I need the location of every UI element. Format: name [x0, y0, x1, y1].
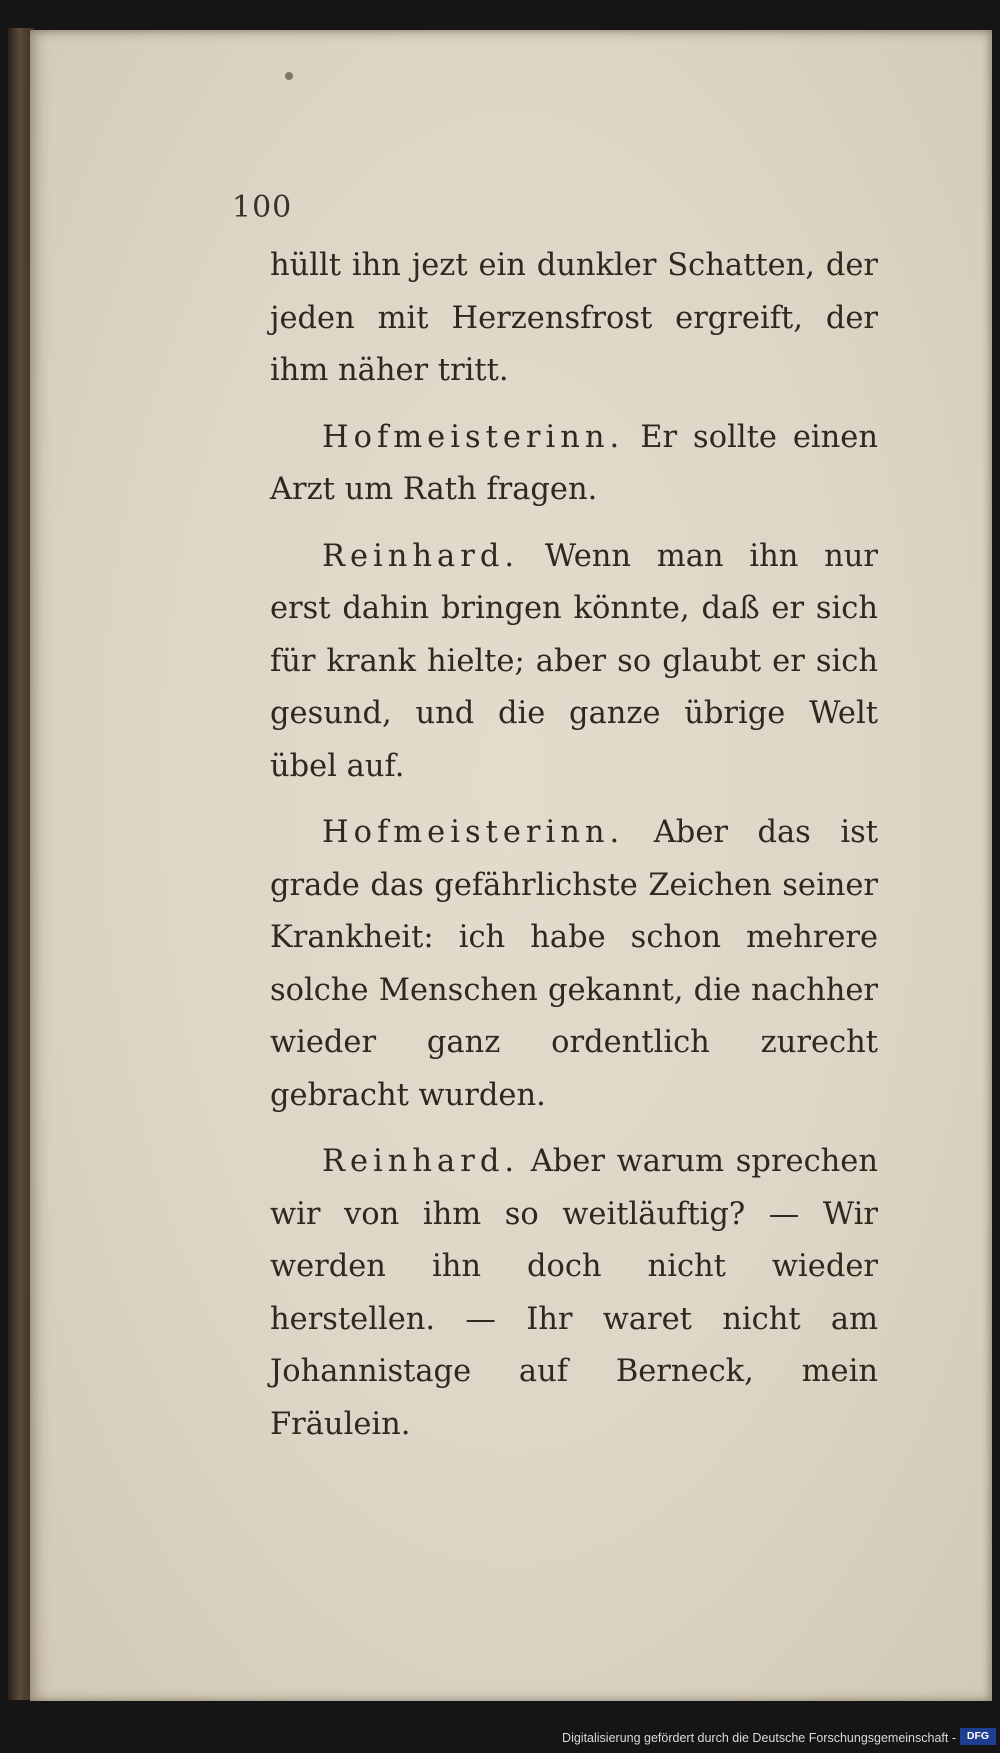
footer-bar	[0, 1701, 1000, 1753]
dfg-logo: DFG	[960, 1728, 996, 1745]
speaker-name: Reinhard.	[322, 1144, 520, 1179]
paragraph-text: Er sollte einen Arzt um Rath fragen.	[270, 419, 878, 507]
page-text	[270, 240, 878, 1465]
paragraph-text: Aber das ist grade das gefährlichste Zeichen seiner Krankheit: ich habe schon mehrere solche Menschen gekannt, die nachher wieder ganz ordentlich zurecht gebracht wurden.	[270, 815, 878, 1113]
paragraph-reinhard-1	[270, 531, 878, 794]
paragraph-text: hüllt ihn jezt ein dunkler Schatten, der jeden mit Herzensfrost ergreift, der ihm näher tritt.	[270, 248, 878, 388]
paragraph-text: Wenn man ihn nur erst dahin bringen könnte, daß er sich für krank hielte; aber so glaubt er sich gesund, und die ganze übrige Welt übel auf.	[270, 538, 878, 784]
paper-spot	[285, 72, 293, 80]
page-number: 100	[232, 190, 293, 225]
speaker-name: Hofmeisterinn.	[322, 419, 625, 455]
paragraph-hofmeisterinn-2	[270, 807, 878, 1122]
paragraph-text: Aber warum sprechen wir von ihm so weitläuftig? — Wir werden ihn doch nicht wieder herstellen. — Ihr waret nicht am Johannistage auf Berneck, mein Fräulein.	[270, 1144, 878, 1442]
speaker-name: Hofmeisterinn.	[322, 815, 625, 850]
paragraph-continuation	[270, 240, 878, 398]
paragraph-reinhard-2	[270, 1136, 878, 1451]
paragraph-hofmeisterinn-1	[270, 412, 878, 517]
digitization-credit: Digitalisierung gefördert durch die Deutsche Forschungsgemeinschaft -	[562, 1731, 956, 1745]
speaker-name: Reinhard.	[322, 538, 520, 574]
